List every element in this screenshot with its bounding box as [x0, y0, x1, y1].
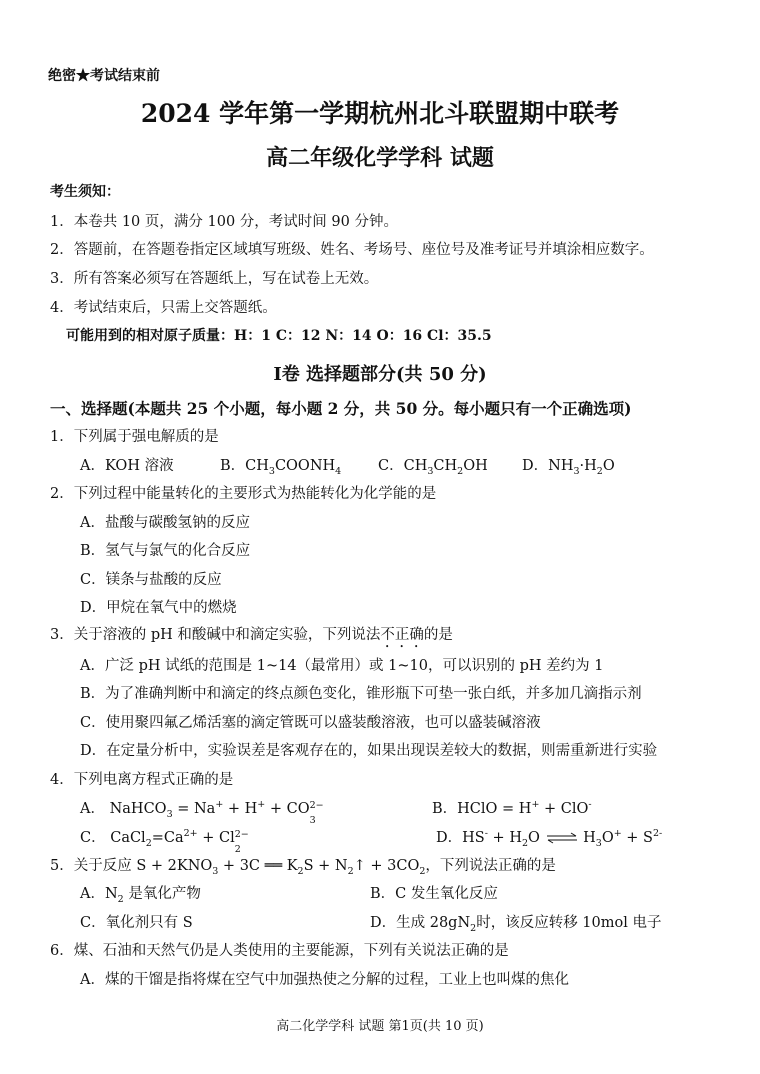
question-5-stem: 5．关于反应 $S + 2KNO_3 + 3C$ ══ $K_2S$ + $N_2↑ + 3CO_2$，下列说法正确的是 — [50, 858, 556, 877]
question-2-stem: 2．下列过程中能量转化的主要形式为热能转化为化学能的是 — [50, 486, 437, 502]
option-a: A．煤的干馏是指将煤在空气中加强热使之分解的过程，工业上也叫煤的焦化 — [80, 972, 569, 988]
notice-item: 1．本卷共 10 页，满分 100 分，考试时间 90 分钟。 — [50, 214, 398, 230]
option-d: D．$NH_3\cdot H_2O$ — [522, 458, 615, 477]
option-a: A．$N_2$ 是氧化产物 — [80, 886, 201, 905]
question-6-stem: 6．煤、石油和天然气仍是人类使用的主要能源，下列有关说法正确的是 — [50, 943, 509, 959]
exam-subtitle: 高二年级化学学科 试题 — [266, 145, 494, 171]
option-c: C．使用聚四氟乙烯活塞的滴定管既可以盛装酸溶液，也可以盛装碱溶液 — [80, 715, 541, 731]
page-footer: 高二化学学科 试题 第1页(共 10 页) — [276, 1019, 484, 1034]
atomic-masses: 可能用到的相对原子质量：H：1 C：12 N：14 O：16 Cl：35.5 — [66, 328, 492, 344]
option-b: B．为了准确判断中和滴定的终点颜色变化，锥形瓶下可垫一张白纸，并多加几滴指示剂 — [80, 686, 642, 702]
option-c: C．镁条与盐酸的反应 — [80, 572, 222, 588]
question-4-stem: 4．下列电离方程式正确的是 — [50, 772, 234, 788]
option-c: C． $CaCl_2=Ca^{2+} + Cl$ 2− 2 — [80, 828, 249, 855]
option-a: A．KOH 溶液 — [80, 458, 174, 474]
option-b: B．HClO = H+ + ClO- — [432, 799, 592, 817]
option-b: B．氢气与氯气的化合反应 — [80, 543, 251, 559]
notice-heading: 考生须知： — [50, 184, 120, 200]
option-c: C．氧化剂只有 S — [80, 915, 193, 931]
option-b: B．$CH_3COONH_4$ — [220, 458, 342, 477]
question-1-stem: 1．下列属于强电解质的是 — [50, 429, 219, 445]
notice-item: 4．考试结束后，只需上交答题纸。 — [50, 300, 277, 316]
equilibrium-arrow-icon — [545, 832, 579, 844]
option-d: D．在定量分析中，实验误差是客观存在的，如果出现误差较大的数据，则需重新进行实验 — [80, 743, 658, 759]
question-3-stem: 3．关于溶液的 pH 和酸碱中和滴定实验，下列说法不正确的是 — [50, 627, 453, 643]
emphasis-text: 不正确 — [380, 627, 424, 643]
notice-item: 2．答题前，在答题卷指定区域填写班级、姓名、考场号、座位号及准考证号并填涂相应数字。 — [50, 242, 654, 258]
option-d: D．$HS^- + H_2O$ $H_3O^+ + S^{2-}$ — [436, 828, 663, 849]
part-title: I卷 选择题部分(共 50 分) — [273, 364, 487, 385]
section-heading: 一、选择题(本题共 25 个小题，每小题 2 分，共 50 分。每小题只有一个正确选项) — [50, 399, 632, 418]
option-a: A．盐酸与碳酸氢钠的反应 — [80, 515, 250, 531]
notice-item: 3．所有答案必须写在答题纸上，写在试卷上无效。 — [50, 271, 379, 287]
option-a: A． NaHCO$_3$ = Na+ + H+ + CO 2− 3 — [80, 799, 324, 826]
option-d: D．生成 $28gN_2$时，该反应转移 10mol 电子 — [370, 915, 662, 934]
option-d: D．甲烷在氧气中的燃烧 — [80, 600, 237, 616]
option-a: A．广泛 pH 试纸的范围是 1~14（最常用）或 1~10，可以识别的 pH 差约为 1 — [80, 658, 604, 674]
option-c: C．$CH_3CH_2OH$ — [378, 458, 488, 477]
option-b: B．C 发生氧化反应 — [370, 886, 498, 902]
secrecy-label: 绝密★考试结束前 — [48, 68, 160, 84]
exam-title: 2024 学年第一学期杭州北斗联盟期中联考 — [140, 99, 620, 128]
